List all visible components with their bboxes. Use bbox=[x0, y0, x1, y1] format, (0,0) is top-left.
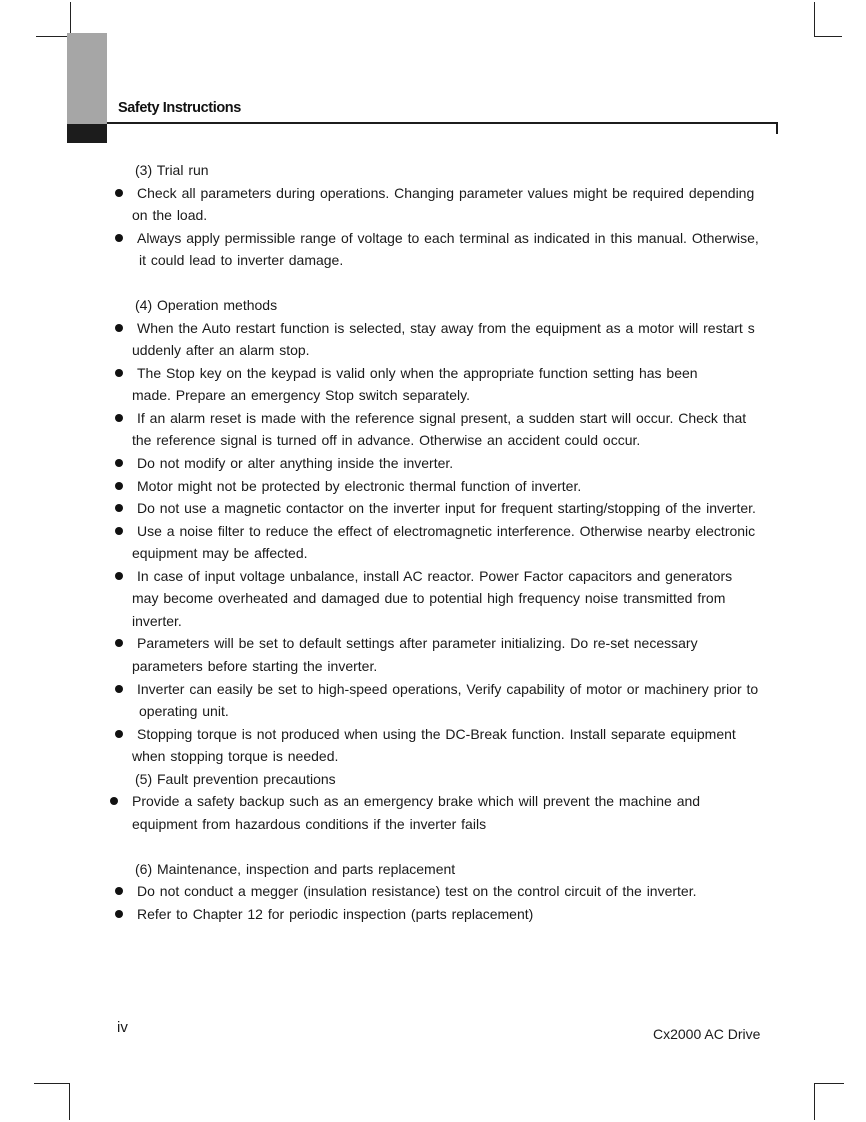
bullet-icon bbox=[115, 414, 123, 422]
crop-mark-bottom-right-h bbox=[814, 1083, 844, 1084]
bullet-icon bbox=[115, 639, 123, 647]
header-dark-tab bbox=[67, 124, 107, 143]
bullet-icon bbox=[115, 369, 123, 377]
bullet-item-text: Do not modify or alter anything inside the inverter. bbox=[137, 455, 454, 471]
text-line: when stopping torque is needed. bbox=[132, 748, 339, 764]
header-grey-tab bbox=[67, 33, 107, 124]
text-line: inverter. bbox=[132, 613, 182, 629]
bullet-icon bbox=[110, 797, 118, 805]
bullet-item-text: Inverter can easily be set to high-speed operations, Verify capability of motor or machinery prior to bbox=[137, 681, 759, 697]
bullet-icon bbox=[115, 887, 123, 895]
header-rule bbox=[107, 122, 778, 124]
bullet-item-text: Provide a safety backup such as an emergency brake which will prevent the machine and bbox=[132, 793, 701, 809]
text-line: operating unit. bbox=[139, 703, 229, 719]
bullet-item-text: In case of input voltage unbalance, install AC reactor. Power Factor capacitors and generators bbox=[137, 568, 733, 584]
bullet-item-text: Parameters will be set to default settings after parameter initializing. Do re-set necessary bbox=[137, 635, 698, 651]
text-line: equipment from hazardous conditions if the inverter fails bbox=[132, 816, 487, 832]
bullet-item-text: Motor might not be protected by electronic thermal function of inverter. bbox=[137, 478, 582, 494]
bullet-item-text: Always apply permissible range of voltage to each terminal as indicated in this manual. Otherwise, bbox=[137, 230, 759, 246]
text-line: (4) Operation methods bbox=[135, 297, 278, 313]
text-line: (6) Maintenance, inspection and parts replacement bbox=[135, 861, 456, 877]
product-name: Cx2000 AC Drive bbox=[653, 1026, 761, 1042]
bullet-icon bbox=[115, 572, 123, 580]
bullet-icon bbox=[115, 324, 123, 332]
crop-mark-bottom-right-v bbox=[814, 1083, 815, 1120]
crop-mark-bottom-left-h bbox=[34, 1083, 70, 1084]
crop-mark-top-left-v bbox=[70, 2, 71, 36]
crop-mark-top-right-h bbox=[814, 36, 842, 37]
bullet-item-text: When the Auto restart function is selected, stay away from the equipment as a motor will restart s bbox=[137, 320, 755, 336]
text-line: on the load. bbox=[132, 207, 208, 223]
page-number: iv bbox=[117, 1019, 128, 1036]
text-line: made. Prepare an emergency Stop switch separately. bbox=[132, 387, 471, 403]
bullet-item-text: Refer to Chapter 12 for periodic inspection (parts replacement) bbox=[137, 906, 534, 922]
bullet-item-text: Stopping torque is not produced when using the DC-Break function. Install separate equipment bbox=[137, 726, 736, 742]
bullet-item-text: Check all parameters during operations. Changing parameter values might be required depending bbox=[137, 185, 755, 201]
bullet-icon bbox=[115, 504, 123, 512]
text-line: (5) Fault prevention precautions bbox=[135, 771, 336, 787]
bullet-item-text: Use a noise filter to reduce the effect of electromagnetic interference. Otherwise nearby electronic bbox=[137, 523, 756, 539]
text-line: (3) Trial run bbox=[135, 162, 209, 178]
text-line: uddenly after an alarm stop. bbox=[132, 342, 310, 358]
text-line: may become overheated and damaged due to potential high frequency noise transmitted from bbox=[132, 590, 726, 606]
bullet-icon bbox=[115, 910, 123, 918]
text-line: parameters before starting the inverter. bbox=[132, 658, 378, 674]
bullet-item-text: Do not use a magnetic contactor on the inverter input for frequent starting/stopping of the inverter. bbox=[137, 500, 756, 516]
bullet-icon bbox=[115, 527, 123, 535]
text-line: the reference signal is turned off in advance. Otherwise an accident could occur. bbox=[132, 432, 641, 448]
text-line: equipment may be affected. bbox=[132, 545, 308, 561]
bullet-icon bbox=[115, 459, 123, 467]
bullet-icon bbox=[115, 730, 123, 738]
bullet-icon bbox=[115, 482, 123, 490]
page-title: Safety Instructions bbox=[118, 100, 241, 116]
bullet-item-text: Do not conduct a megger (insulation resistance) test on the control circuit of the inverter. bbox=[137, 883, 697, 899]
crop-mark-top-left-h bbox=[36, 36, 71, 37]
text-line: it could lead to inverter damage. bbox=[139, 252, 344, 268]
crop-mark-top-right-v bbox=[814, 2, 815, 36]
bullet-icon bbox=[115, 189, 123, 197]
header-rule-end bbox=[776, 122, 778, 134]
bullet-item-text: The Stop key on the keypad is valid only when the appropriate function setting has been bbox=[137, 365, 698, 381]
bullet-icon bbox=[115, 234, 123, 242]
bullet-item-text: If an alarm reset is made with the reference signal present, a sudden start will occur. Check that bbox=[137, 410, 747, 426]
bullet-icon bbox=[115, 685, 123, 693]
crop-mark-bottom-left-v bbox=[69, 1083, 70, 1120]
